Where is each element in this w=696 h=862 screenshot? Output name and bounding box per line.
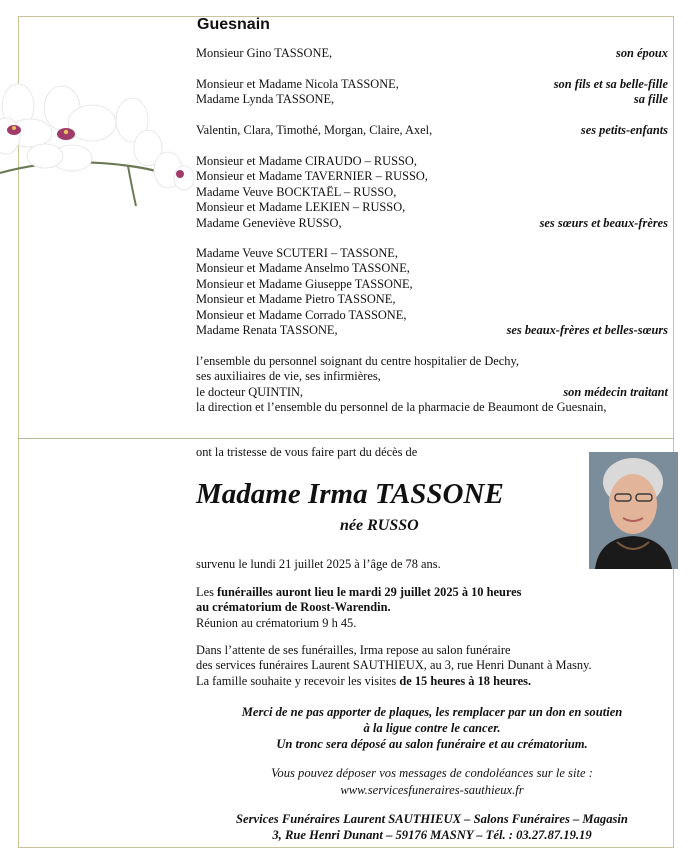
family-group-caregivers <box>196 354 676 418</box>
donation-line: à la ligue contre le cancer. <box>363 721 501 735</box>
family-group-sisters <box>196 154 668 232</box>
family-line: Monsieur et Madame Nicola TASSONE, <box>196 77 399 91</box>
condolences-notice <box>196 765 668 799</box>
rest-line: des services funéraires Laurent SAUTHIEUX, au 3, rue Henri Dunant à Masny. <box>196 658 592 673</box>
family-line: Monsieur et Madame CIRAUDO – RUSSO, <box>196 154 417 168</box>
footer-line: Services Funéraires Laurent SAUTHIEUX – Salons Funéraires – Magasin <box>236 812 628 826</box>
family-line: Madame Veuve SCUTERI – TASSONE, <box>196 246 398 260</box>
donation-notice <box>196 704 668 752</box>
relation-label: son médecin traitant <box>563 384 668 399</box>
condolences-website-link[interactable]: www.servicesfuneraires-sauthieux.fr <box>340 783 524 797</box>
deceased-name: Madame Irma TASSONE <box>196 478 504 510</box>
family-line: Madame Veuve BOCKTAËL – RUSSO, <box>196 184 397 199</box>
funeral-home-footer <box>196 811 668 843</box>
funeral-info <box>196 585 521 631</box>
rest-line: Dans l’attente de ses funérailles, Irma repose au salon funéraire <box>196 643 511 657</box>
family-group-children <box>196 77 668 109</box>
family-group-grandchildren <box>196 123 668 139</box>
family-line: Monsieur et Madame Giuseppe TASSONE, <box>196 276 413 291</box>
maiden-name: née RUSSO <box>340 517 419 534</box>
visit-prefix: La famille souhaite y recevoir les visites <box>196 673 400 688</box>
meeting-time: Réunion au crématorium 9 h 45. <box>196 615 357 630</box>
family-group-in-laws <box>196 246 668 340</box>
funeral-place: au crématorium de Roost-Warendin. <box>196 600 391 615</box>
funeral-date: funérailles auront lieu le mardi 29 juillet 2025 à 10 heures <box>217 585 522 599</box>
relation-label: ses beaux-frères et belles-sœurs <box>506 323 668 337</box>
family-line: Monsieur et Madame TAVERNIER – RUSSO, <box>196 169 428 184</box>
donation-line: Un tronc sera déposé au salon funéraire et au crématorium. <box>276 737 588 751</box>
announcement-text: ont la tristesse de vous faire part du décès de <box>196 445 418 459</box>
relation-label: son fils et sa belle-fille <box>553 77 668 91</box>
town-heading: Guesnain <box>197 16 270 33</box>
donation-line: Merci de ne pas apporter de plaques, les remplacer par un don en soutien <box>241 705 623 719</box>
visit-hours: de 15 heures à 18 heures. <box>399 673 532 688</box>
footer-line: 3, Rue Henri Dunant – 59176 MASNY – Tél. : 03.27.87.19.19 <box>272 828 592 842</box>
section-divider <box>18 438 674 439</box>
relation-label: sa fille <box>633 92 668 107</box>
family-line: Valentin, Clara, Timothé, Morgan, Claire, Axel, <box>196 123 433 137</box>
orchid-flower-illustration <box>0 78 200 213</box>
family-line: Monsieur et Madame Anselmo TASSONE, <box>196 261 410 276</box>
family-line: Madame Lynda TASSONE, <box>196 92 335 107</box>
relation-label: son époux <box>616 46 668 60</box>
funeral-prefix: Les <box>196 585 217 599</box>
rest-info <box>196 643 592 689</box>
family-line: Madame Renata TASSONE, <box>196 323 338 337</box>
family-line: Madame Geneviève RUSSO, <box>196 215 342 230</box>
family-line: le docteur QUINTIN, <box>196 384 304 399</box>
family-line: Monsieur et Madame Pietro TASSONE, <box>196 292 396 307</box>
family-line: Monsieur Gino TASSONE, <box>196 46 333 60</box>
relation-label: ses petits-enfants <box>580 123 668 137</box>
family-line: la direction et l’ensemble du personnel de la pharmacie de Beaumont de Guesnain, <box>196 400 607 415</box>
family-line: Monsieur et Madame Corrado TASSONE, <box>196 307 407 322</box>
relation-label: ses sœurs et beaux-frères <box>539 215 668 230</box>
deceased-portrait-photo <box>589 452 678 569</box>
family-line: ses auxiliaires de vie, ses infirmières, <box>196 369 381 384</box>
family-line: l’ensemble du personnel soignant du centre hospitalier de Dechy, <box>196 354 519 368</box>
family-group-spouse <box>196 46 668 62</box>
family-line: Monsieur et Madame LEKIEN – RUSSO, <box>196 200 406 215</box>
condolences-text: Vous pouvez déposer vos messages de condoléances sur le site : <box>271 766 593 780</box>
death-date-text: survenu le lundi 21 juillet 2025 à l’âge de 78 ans. <box>196 557 441 571</box>
